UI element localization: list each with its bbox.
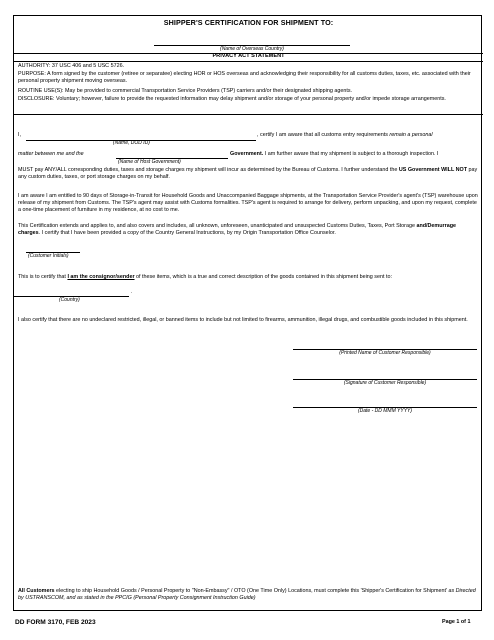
- undeclared-paragraph: I also certify that there are no undeclared restricted, illegal, or banned items to include but not limited to firearms, ammunition, illegal drugs, and combustible goods included in this shipment.: [18, 317, 468, 323]
- certification-extends-text: [18, 223, 479, 237]
- consignor-bold: I am the consignor/sender: [67, 274, 135, 280]
- all-customers-italic: as Directed by USTRANSCOM, and as stated in the PPCIG (Personal Property Consignment Instruction Guide): [18, 588, 476, 601]
- must-pay-plain: MUST pay ANY/ALL corresponding duties, taxes and storage charges my shipment will incur as determined by the Bureau of Customs. I further understand the: [18, 167, 399, 173]
- all-customers-note: [18, 588, 479, 602]
- storage-paragraph: I am aware I am entitled to 90 days of Storage-in-Transit for Household Goods and Unaccompanied Baggage shipments, at the Transportation Service Provider's agent's (TSP) warehouse upon release of my shipment from Customs. The TSP's agent may assist with Customs formalities. TSP's agent is required to arrange for delivery, perform unpacking, and upon my request, complete a one-time placement of furniture in my residence, at no cost to me.: [18, 193, 478, 213]
- signature-caption: (Signature of Customer Responsible): [343, 380, 427, 386]
- us-gov-bold: US Government WILL NOT: [398, 167, 468, 173]
- country-caption: (Country): [59, 297, 80, 303]
- government-bold: Government.: [230, 151, 264, 157]
- cert-aware-text: [257, 132, 479, 139]
- cert-extends-bold: and/Demurrage charges: [18, 223, 456, 236]
- form-frame: [13, 15, 482, 611]
- privacy-section-divider: [14, 114, 483, 115]
- government-rest: I am further aware that my shipment is subject to a thorough inspection. I: [263, 151, 439, 157]
- consignor-a: This is to certify that: [18, 274, 68, 280]
- matter-text: matter between me and the: [18, 151, 84, 157]
- page-number: Page 1 of 1: [442, 619, 471, 625]
- name-dod-id-caption: (Name, DOD ID): [113, 140, 150, 146]
- form-number: DD FORM 3170, FEB 2023: [15, 619, 96, 626]
- overseas-country-caption: (Name of Overseas Country): [220, 46, 284, 52]
- privacy-title: PRIVACY ACT STATEMENT: [212, 53, 285, 59]
- cert-i-label: I,: [18, 132, 21, 138]
- routine-uses-text: ROUTINE USE(S): May be provided to commercial Transportation Service Providers (TSP) carriers and/or their designated shipping agents.: [18, 88, 353, 94]
- privacy-divider-bottom: [14, 61, 483, 62]
- government-text: [230, 151, 480, 158]
- must-pay-rest: pay any custom duties, taxes, or port storage charges on my behalf.: [18, 167, 478, 180]
- must-pay-text: [18, 167, 479, 181]
- consignor-b: of these items, which is a true and correct description of the goods contained in this shipment being sent to:: [134, 274, 392, 280]
- form-title: SHIPPER'S CERTIFICATION FOR SHIPMENT TO:: [163, 18, 334, 27]
- date-caption: (Date - DD MMM YYYY): [357, 408, 413, 414]
- consignor-text: [18, 274, 479, 281]
- customer-initials-caption: (Customer Initials): [28, 253, 69, 259]
- host-government-caption: (Name of Host Government): [118, 159, 181, 165]
- disclosure-text: DISCLOSURE: Voluntary; however, failure to provide the requested information may delay shipment and/or storage of your personal property and/or impede storage arrangements.: [18, 96, 446, 102]
- all-customers-a: electing to ship Household Goods / Personal Property to "Non-Embassy" / OTO (One Time Only) Locations, must complete this 'Shipper's Certification for Shipment': [54, 588, 449, 594]
- purpose-text: PURPOSE: A form signed by the customer (retiree or separatee) electing HOR or HOS overseas and acknowledging their responsibility for all customs duties, taxes, etc. associated with their personal property shipment moving overseas.: [18, 71, 471, 84]
- cert-extends-a: This Certification extends and applies to, and also covers and includes, all unknown, unforeseen, unanticipated and unsuspected Customs Duties, Taxes, Port Storage: [18, 223, 417, 229]
- country-period: .: [131, 289, 133, 295]
- printed-name-caption: (Printed Name of Customer Responsible): [339, 350, 431, 356]
- cert-extends-b: . I certify that I have been provided a copy of the Country General Instructions, by my Origin Transportation Office Counselor.: [38, 229, 336, 236]
- authority-text: AUTHORITY: 37 USC 406 and 5 USC 5726.: [18, 63, 125, 69]
- cert-aware-plain: , certify I am aware that all customs entry requirements: [257, 132, 390, 138]
- all-customers-bold: All Customers: [18, 588, 55, 594]
- cert-remain-italic: remain a personal: [389, 132, 433, 138]
